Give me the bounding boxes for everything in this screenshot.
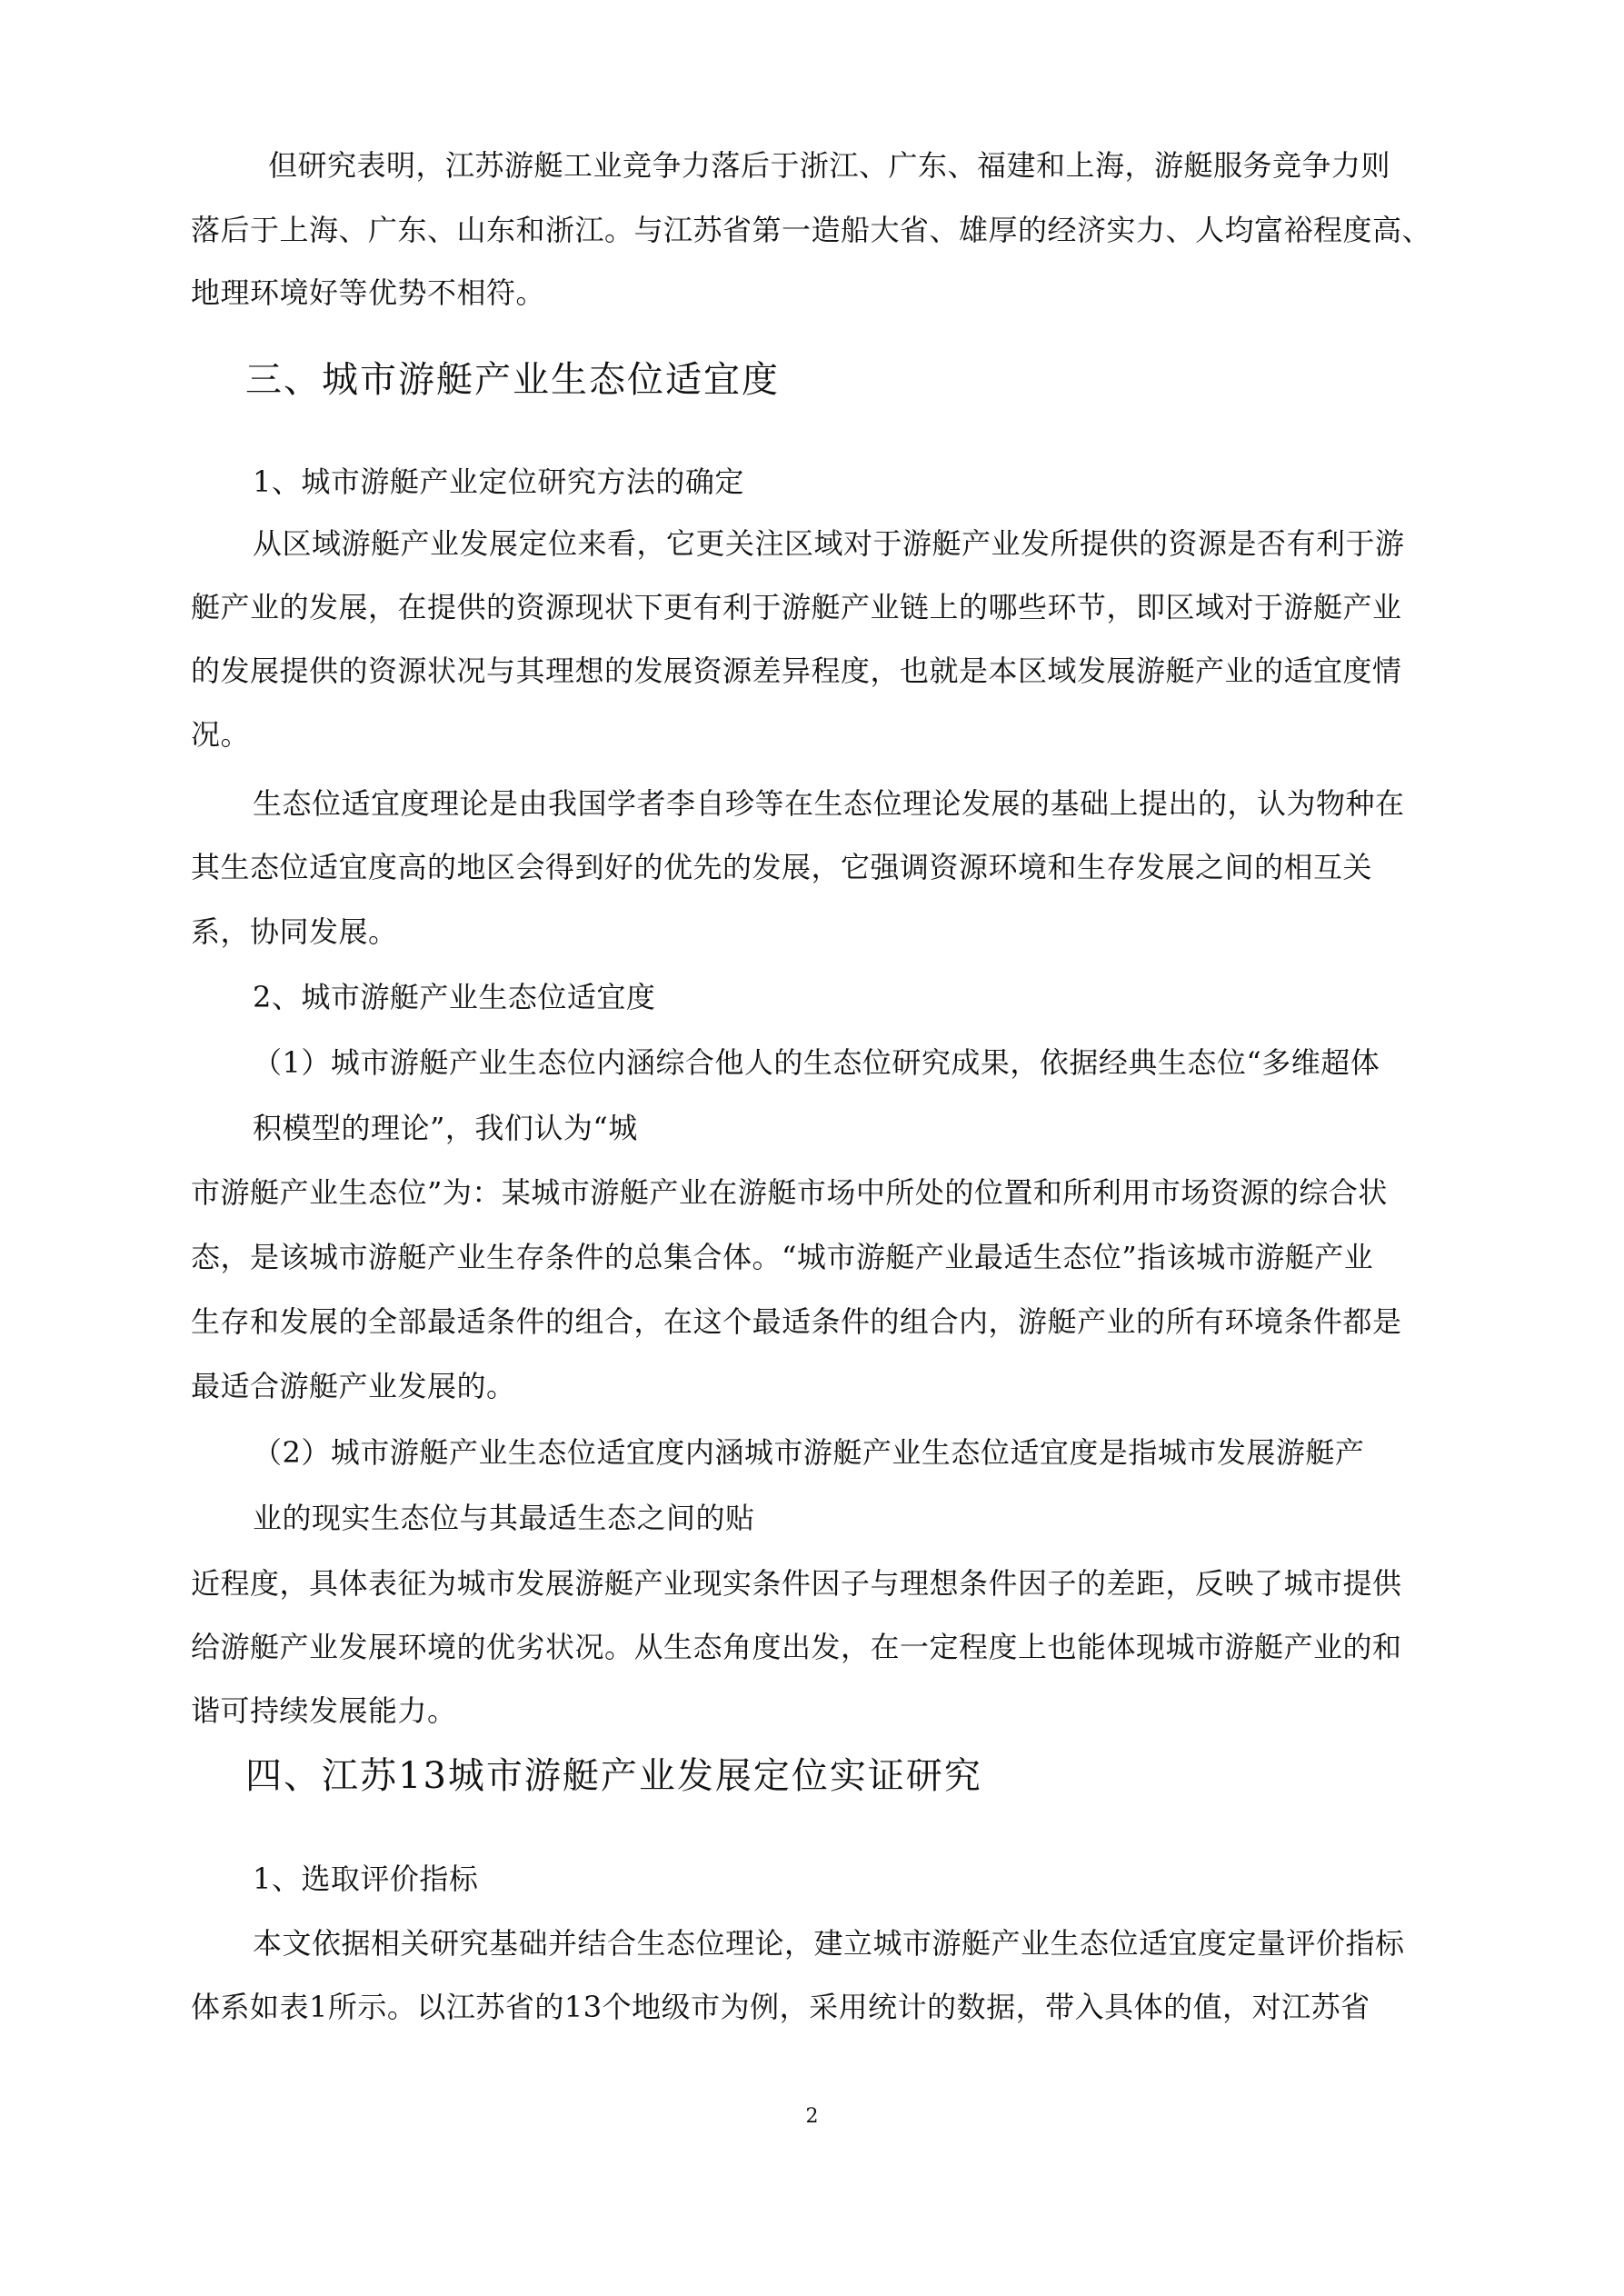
paragraph-line: （2）城市游艇产业生态位适宜度内涵城市游艇产业生态位适宜度是指城市发展游艇产 [253, 1435, 1365, 1470]
section-heading: 四、江苏13城市游艇产业发展定位实证研究 [245, 1755, 982, 1797]
paragraph-line: 最适合游艇产业发展的。 [191, 1369, 516, 1403]
paragraph-line: 给游艇产业发展环境的优劣状况。从生态角度出发，在一定程度上也能体现城市游艇产业的和 [191, 1630, 1402, 1664]
paragraph-line: 业的现实生态位与其最适生态之间的贴 [253, 1501, 755, 1535]
subsection-heading: 1、选取评价指标 [253, 1862, 479, 1896]
paragraph-line: 市游艇产业生态位”为：某城市游艇产业在游艇市场中所处的位置和所利用市场资源的综合状 [191, 1175, 1388, 1210]
paragraph-line: 的发展提供的资源状况与其理想的发展资源差异程度，也就是本区域发展游艇产业的适宜度情 [191, 654, 1402, 688]
page-number: 2 [805, 2105, 819, 2128]
paragraph-line: 从区域游艇产业发展定位来看，它更关注区域对于游艇产业发所提供的资源是否有利于游 [253, 526, 1405, 561]
subsection-heading: 2、城市游艇产业生态位适宜度 [253, 980, 656, 1014]
paragraph-line: 生态位适宜度理论是由我国学者李自珍等在生态位理论发展的基础上提出的，认为物种在 [253, 786, 1405, 821]
paragraph-line: 但研究表明，江苏游艇工业竞争力落后于浙江、广东、福建和上海，游艇服务竞争力则 [268, 148, 1391, 183]
paragraph-line: （1）城市游艇产业生态位内涵综合他人的生态位研究成果，依据经典生态位“多维超体 [253, 1045, 1380, 1080]
paragraph-line: 本文依据相关研究基础并结合生态位理论，建立城市游艇产业生态位适宜度定量评价指标 [253, 1926, 1405, 1961]
subsection-heading: 1、城市游艇产业定位研究方法的确定 [253, 464, 744, 499]
section-heading: 三、城市游艇产业生态位适宜度 [245, 359, 780, 401]
paragraph-line: 艇产业的发展，在提供的资源现状下更有利于游艇产业链上的哪些环节，即区域对于游艇产业 [191, 590, 1402, 624]
paragraph-line: 近程度，具体表征为城市发展游艇产业现实条件因子与理想条件因子的差距，反映了城市提供 [191, 1566, 1402, 1601]
paragraph-line: 谐可持续发展能力。 [191, 1693, 457, 1728]
paragraph-line: 况。 [191, 717, 251, 752]
paragraph-line: 其生态位适宜度高的地区会得到好的优先的发展，它强调资源环境和生存发展之间的相互关 [191, 850, 1373, 884]
paragraph-line: 态，是该城市游艇产业生存条件的总集合体。“城市游艇产业最适生态位”指该城市游艇产业 [191, 1240, 1374, 1274]
paragraph-line: 系，协同发展。 [191, 914, 398, 949]
paragraph-line: 生存和发展的全部最适条件的组合，在这个最适条件的组合内，游艇产业的所有环境条件都是 [191, 1304, 1402, 1339]
paragraph-line: 落后于上海、广东、山东和浙江。与江苏省第一造船大省、雄厚的经济实力、人均富裕程度高、 [191, 213, 1432, 247]
paragraph-line: 地理环境好等优势不相符。 [191, 275, 546, 310]
paragraph-line: 积模型的理论”，我们认为“城 [253, 1111, 638, 1145]
paragraph-line: 体系如表1所示。以江苏省的13个地级市为例，采用统计的数据，带入具体的值，对江苏省 [191, 1990, 1370, 2024]
